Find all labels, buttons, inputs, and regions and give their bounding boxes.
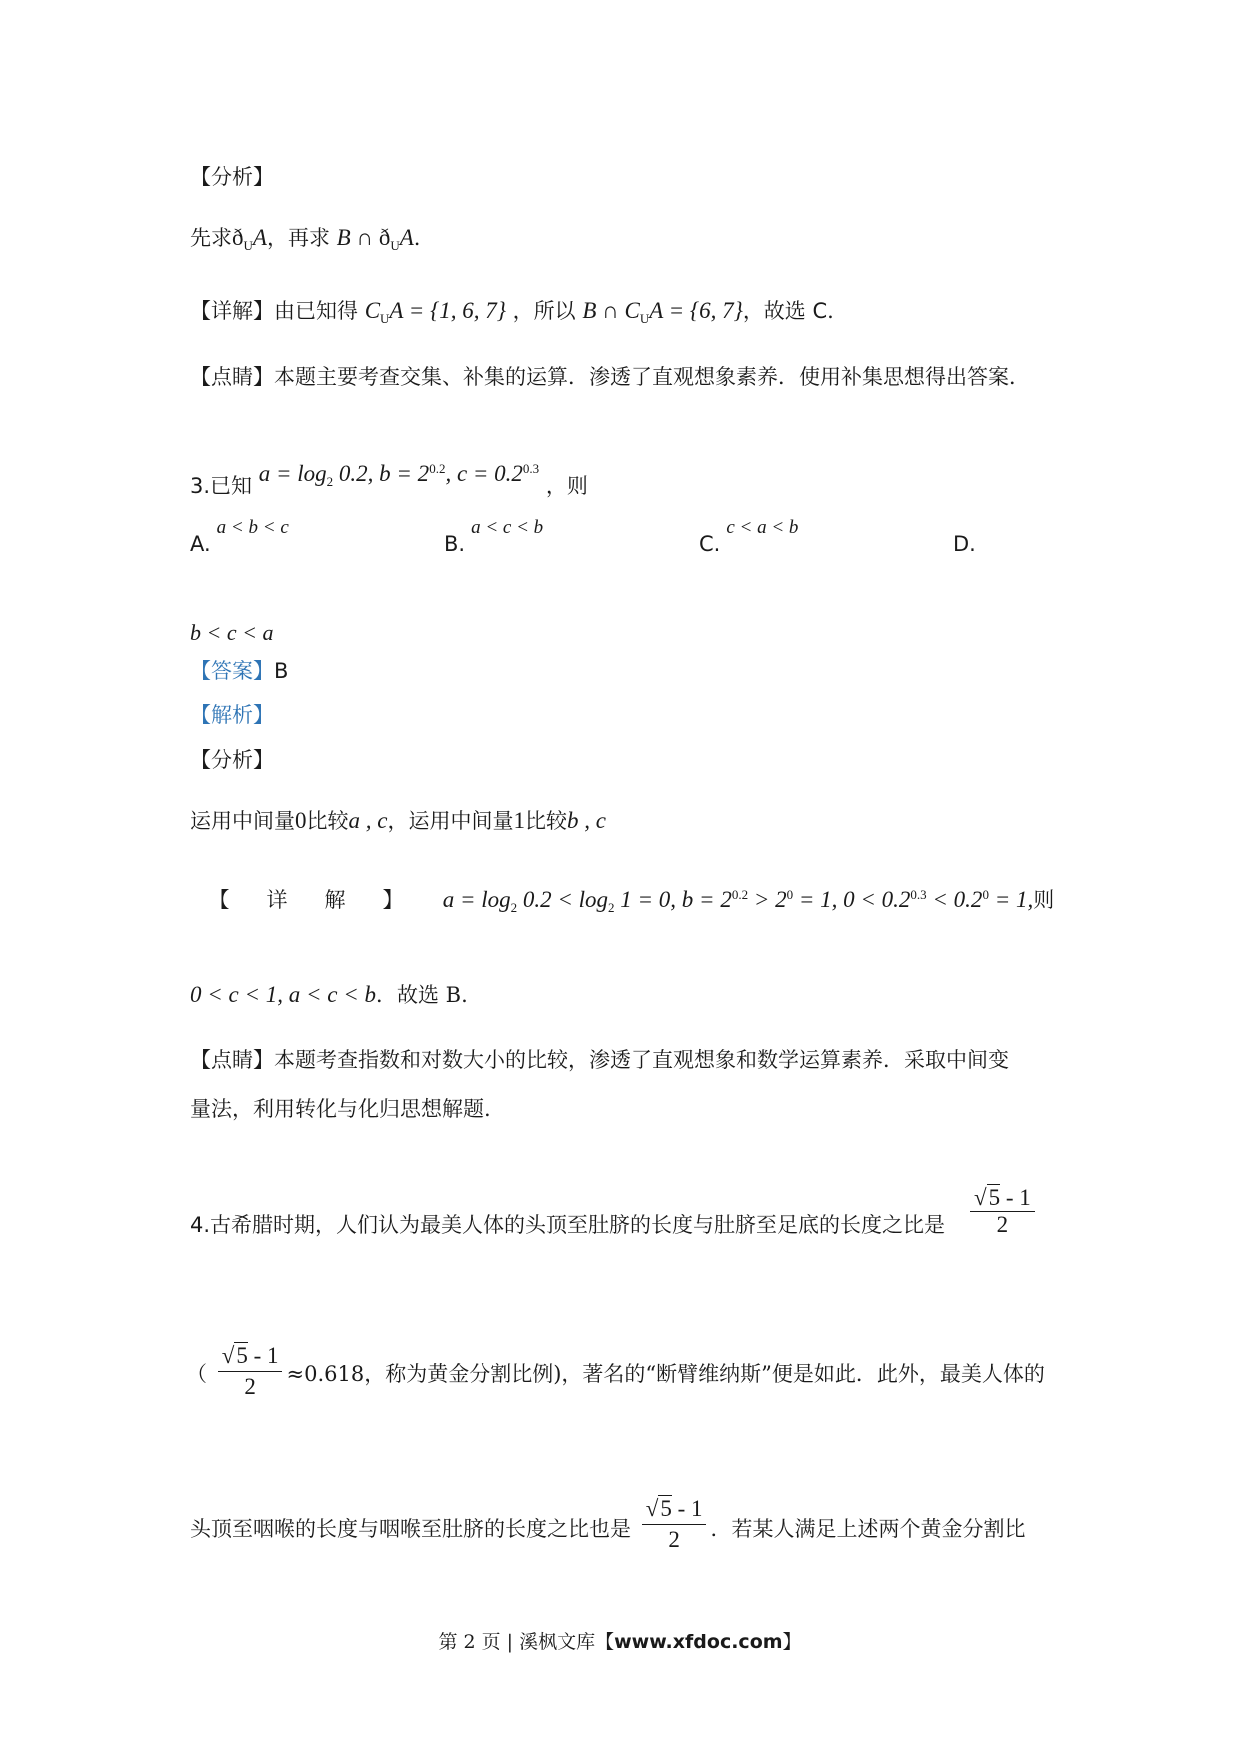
option-d-expr: b < c < a: [190, 620, 274, 645]
question-4-line-1: 古希腊时期，人们认为最美人体的头顶至肚脐的长度与肚脐至足底的长度之比是: [210, 1213, 946, 1237]
method-line-1: [190, 223, 420, 261]
detail2-expr-1: a = log: [442, 887, 511, 912]
option-c-label: C.: [699, 532, 721, 556]
option-d-label: D.: [953, 532, 976, 556]
method2-text-3: ，运用中间量: [387, 809, 514, 833]
detail2-expr-4: > 2: [748, 887, 787, 912]
comment2-label: 【点睛】: [190, 1048, 274, 1072]
detail2-expr-2: 0.2 < log: [517, 887, 609, 912]
sqrt-radicand-3: 5: [660, 1496, 672, 1521]
detail-line-3: [190, 980, 468, 1010]
middle-value-0: 0: [295, 808, 307, 833]
method2-text-4: 比较: [524, 809, 567, 833]
expr-b: 0.2, b = 2: [333, 461, 430, 486]
complement-subscript-2: U: [390, 238, 400, 254]
analysis-label-2: 【分析】: [190, 748, 274, 772]
detail2-bracket-open: 【: [208, 888, 230, 912]
intersection-C-sub: U: [639, 311, 650, 327]
detail2-sup-4: 0: [786, 887, 794, 902]
question-3: [190, 461, 588, 509]
detail2-expr-6: < 0.2: [926, 887, 983, 912]
comment-line-1: [190, 362, 1030, 392]
method-prefix: 先求: [190, 226, 232, 250]
fraction-num-rest-2: - 1: [247, 1343, 279, 1368]
answer-label: 【答案】: [190, 659, 274, 683]
option-b[interactable]: [444, 517, 544, 557]
complement-symbol-2: ð: [378, 225, 391, 250]
detail2-sub-2: 2: [608, 900, 615, 916]
intersection-result: A = {6, 7}: [649, 298, 743, 323]
option-a-expr: a < b < c: [216, 517, 289, 538]
set-variable-2: A: [399, 225, 414, 250]
detail2-sub-1: 2: [510, 900, 518, 916]
detail2-char-2: 解: [324, 888, 346, 912]
footer-close: 】: [782, 1631, 802, 1653]
intersection-C: B ∩ C: [582, 298, 640, 323]
sqrt-radicand-2: 5: [236, 1343, 248, 1368]
method-line-2: [190, 806, 606, 836]
option-b-label: B.: [444, 532, 466, 556]
analysis-label: 【分析】: [190, 165, 274, 189]
footer-page: 第 2 页: [438, 1631, 501, 1653]
comment-text: 本题主要考查交集、补集的运算．渗透了直观想象素养．使用补集思想得出答案．: [274, 365, 1030, 389]
comment2-text-2: 量法，利用转化与化归思想解题.: [190, 1097, 491, 1121]
answer-value: B: [274, 659, 289, 683]
paren-open: （: [186, 1362, 207, 1386]
compare-b-c: b , c: [566, 808, 606, 833]
detail2-bracket-close: 】: [382, 888, 404, 912]
detail-text: 由已知得: [274, 299, 358, 323]
detail-choice: C: [812, 299, 828, 323]
expr-c-exp: 0.3: [522, 461, 540, 476]
page-footer: [0, 1627, 1240, 1654]
compare-a-c: a , c: [348, 808, 388, 833]
question-4: [190, 1210, 945, 1240]
detail2-expr-3: 1 = 0, b = 2: [614, 887, 732, 912]
expr-a-base: 2: [326, 474, 334, 490]
comment2-text-1: 本题考查指数和对数大小的比较，渗透了直观想象和数学运算素养．采取中间变: [274, 1048, 1009, 1072]
complement-C-sub: U: [380, 311, 390, 327]
method-mid: ，再求: [266, 226, 330, 250]
detail-end: .: [827, 299, 834, 323]
detail-label: 【详解】: [190, 299, 274, 323]
answer-line: [190, 656, 288, 686]
method2-text-1: 运用中间量: [190, 809, 295, 833]
detail-text-3: ，故选: [742, 299, 806, 323]
complement-subscript: U: [243, 238, 253, 254]
option-d[interactable]: [953, 532, 976, 556]
question-4-number: 4.: [190, 1213, 211, 1237]
option-c-expr: c < a < b: [726, 517, 799, 538]
expr-a: a = log: [258, 461, 327, 486]
fraction-denominator: 2: [970, 1211, 1035, 1238]
question-4-line-3-text: 头顶至咽喉的长度与咽喉至肚脐的长度之比也是: [190, 1517, 631, 1541]
detail2-sup-6: 0: [982, 887, 989, 902]
detail2-expr-7: = 1,: [988, 887, 1034, 912]
option-c[interactable]: [699, 517, 799, 557]
intersection-expr: B ∩: [336, 225, 379, 250]
expr-b-exp: 0.2: [429, 461, 446, 476]
fraction-num-rest-3: - 1: [671, 1496, 703, 1521]
detail2-conclusion-expr: 0 < c < 1, a < c < b: [190, 982, 376, 1007]
footer-site: 溪枫文库【: [519, 1631, 615, 1653]
complement-symbol: ð: [232, 225, 244, 250]
golden-ratio-fraction-3: $\frac{√5 - 1}{2}$: [642, 1494, 707, 1555]
question-prefix: 已知: [210, 474, 253, 498]
detail2-sup-3: 0.2: [731, 887, 749, 902]
method-end: .: [413, 226, 421, 250]
detail-text-2: ，所以: [512, 299, 576, 323]
question-suffix: ，则: [545, 474, 588, 498]
question-4-line-3: [190, 1496, 1026, 1561]
detail2-tail: 则: [1033, 888, 1055, 912]
option-a-label: A.: [190, 532, 211, 556]
option-b-expr: a < c < b: [471, 517, 544, 538]
question-4-line-3-tail: ．若某人满足上述两个黄金分割比: [710, 1517, 1026, 1541]
golden-ratio-fraction-1: $\frac{√5 - 1}{2}$: [970, 1185, 1035, 1238]
fraction-num-rest: - 1: [1000, 1185, 1031, 1210]
golden-ratio-fraction-2: $\frac{√5 - 1}{2}$: [218, 1341, 283, 1402]
complement-result: A = {1, 6, 7}: [389, 298, 506, 323]
expr-c: , c = 0.2: [445, 461, 523, 486]
detail2-sup-5: 0.3: [910, 887, 927, 902]
comment-label: 【点睛】: [190, 365, 274, 389]
question-number: 3.: [190, 474, 211, 498]
comment-line-2: [190, 1045, 1009, 1075]
detail-line-2: [190, 880, 1054, 923]
detail2-char-1: 详: [266, 888, 288, 912]
option-a[interactable]: [190, 517, 289, 557]
footer-separator: |: [500, 1631, 520, 1653]
set-variable: A: [252, 225, 267, 250]
method2-text-2: 比较: [306, 809, 349, 833]
fraction-denominator-3: 2: [642, 1524, 707, 1555]
footer-url-link[interactable]: www.xfdoc.com: [614, 1631, 783, 1653]
detail2-expr-5: = 1, 0 < 0.2: [793, 887, 911, 912]
fraction-denominator-2: 2: [218, 1371, 283, 1402]
detail2-conclusion-text: ．故选 B.: [376, 983, 468, 1007]
complement-C: C: [364, 298, 381, 323]
detail-line-1: [190, 296, 834, 334]
question-4-line-2-text: ≈0.618，称为黄金分割比例)，著名的“断臂维纳斯”便是如此．此外，最美人体的: [286, 1362, 1045, 1386]
parse-label: 【解析】: [190, 703, 274, 727]
middle-value-1: 1: [513, 808, 525, 833]
question-4-line-2: [186, 1345, 1045, 1406]
sqrt-radicand: 5: [988, 1185, 1001, 1210]
